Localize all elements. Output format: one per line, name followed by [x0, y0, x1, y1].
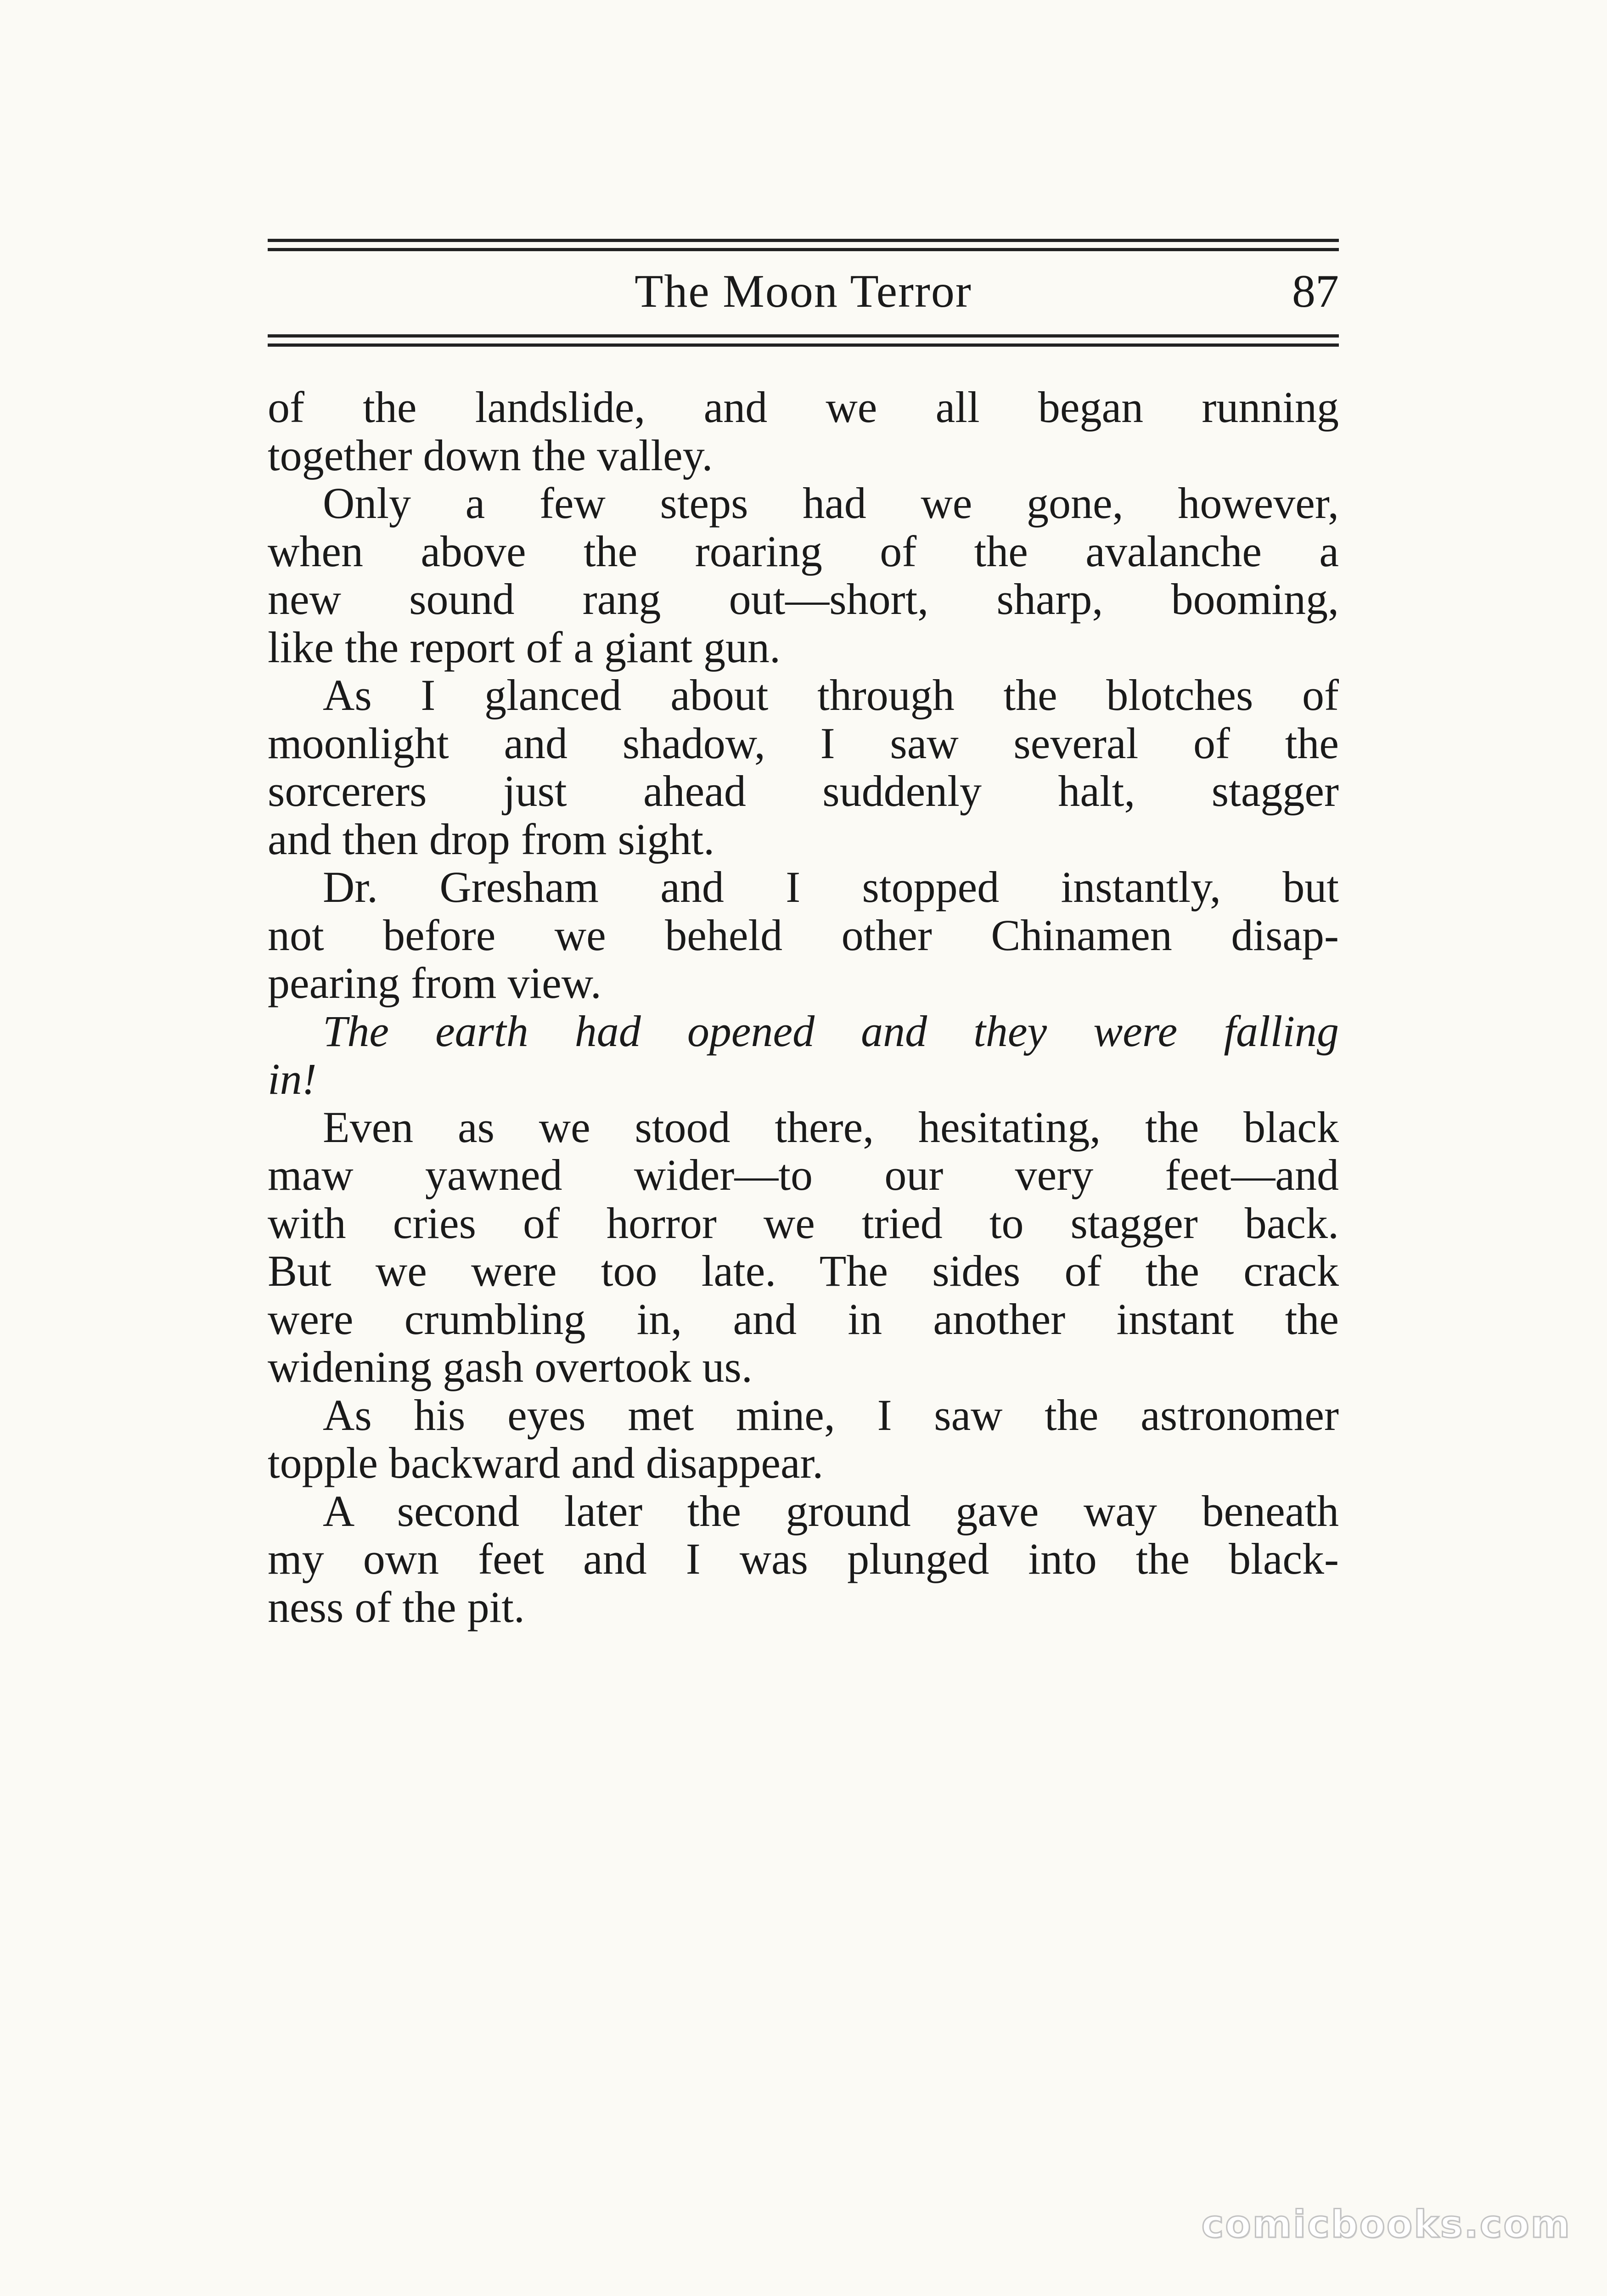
page-number: 87 — [1292, 265, 1339, 317]
text-line: Dr. Gresham and I stopped instantly, but — [323, 862, 1339, 912]
text-line: my own feet and I was plunged into the black- — [268, 1534, 1339, 1583]
text-line: moonlight and shadow, I saw several of the — [268, 718, 1339, 768]
text-line-italic: The earth had opened and they were falling — [323, 1006, 1339, 1056]
text-line: topple backward and disappear. — [268, 1438, 824, 1487]
header-rule-top-1 — [268, 239, 1339, 242]
running-title: The Moon Terror — [635, 265, 972, 317]
header-rule-bottom-1 — [268, 334, 1339, 338]
text-line: As his eyes met mine, I saw the astronomer — [323, 1390, 1339, 1440]
text-line: pearing from view. — [268, 958, 601, 1007]
body-text — [268, 383, 1339, 1631]
page-header — [268, 259, 1339, 324]
text-line: As I glanced about through the blotches of — [323, 670, 1339, 720]
text-line: ness of the pit. — [268, 1582, 525, 1632]
text-line: But we were too late. The sides of the crack — [268, 1246, 1339, 1295]
text-line: were crumbling in, and in another instant the — [268, 1294, 1339, 1344]
text-line: together down the valley. — [268, 430, 713, 480]
text-line: A second later the ground gave way beneath — [323, 1486, 1339, 1536]
text-line: new sound rang out—short, sharp, booming, — [268, 574, 1339, 624]
text-line: of the landslide, and we all began running — [268, 383, 1339, 432]
text-line: maw yawned wider—to our very feet—and — [268, 1150, 1339, 1199]
text-line-italic: in! — [268, 1054, 317, 1103]
text-line: Even as we stood there, hesitating, the black — [323, 1102, 1339, 1152]
site-watermark: comicbooks.com — [1201, 2203, 1571, 2246]
text-line: Only a few steps had we gone, however, — [323, 478, 1339, 528]
header-rule-bottom-2 — [268, 343, 1339, 347]
text-line: widening gash overtook us. — [268, 1342, 753, 1391]
text-line: with cries of horror we tried to stagger back. — [268, 1198, 1339, 1248]
text-line: when above the roaring of the avalanche a — [268, 526, 1339, 576]
header-rule-top-2 — [268, 248, 1339, 251]
text-line: and then drop from sight. — [268, 814, 715, 864]
text-line: like the report of a giant gun. — [268, 622, 781, 672]
text-line: not before we beheld other Chinamen disap- — [268, 910, 1339, 960]
text-line: sorcerers just ahead suddenly halt, stagger — [268, 766, 1339, 816]
